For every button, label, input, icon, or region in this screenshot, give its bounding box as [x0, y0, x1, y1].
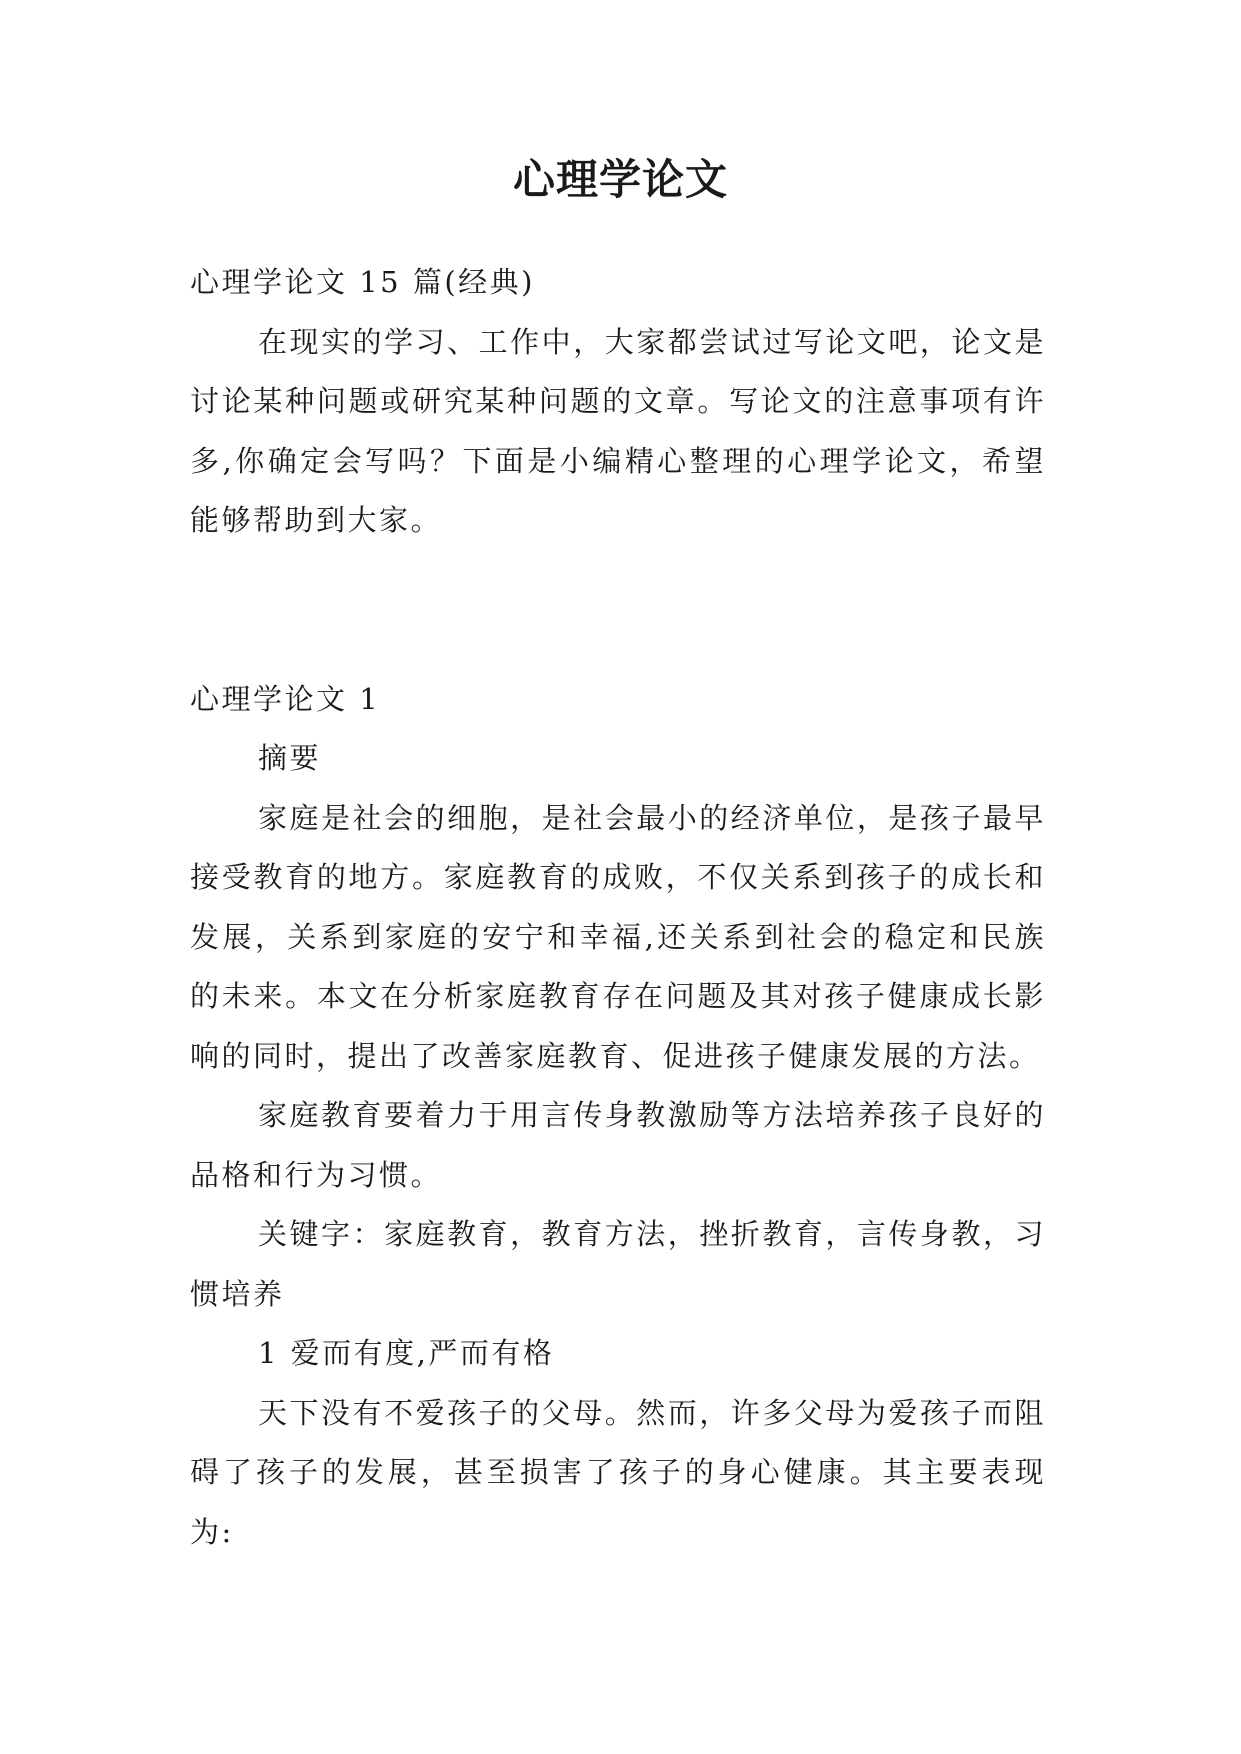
- document-subtitle: 心理学论文 15 篇(经典): [190, 265, 535, 299]
- point-1-paragraph: 天下没有不爱孩子的父母。然而，许多父母为爱孩子而阻碍了孩子的发展，甚至损害了孩子的身心健康。其主要表现为:: [190, 1395, 1046, 1549]
- point-1-heading: 1 爱而有度,严而有格: [258, 1336, 555, 1370]
- abstract-paragraph-2: 家庭教育要着力于用言传身教激励等方法培养孩子良好的品格和行为习惯。: [190, 1098, 1046, 1192]
- intro-paragraph: 在现实的学习、工作中，大家都尝试过写论文吧，论文是讨论某种问题或研究某种问题的文章。写论文的注意事项有许多,你确定会写吗？下面是小编精心整理的心理学论文，希望能够帮助到大家。: [190, 324, 1046, 537]
- document-body: [190, 253, 1046, 1562]
- section-heading: 心理学论文 1: [190, 681, 381, 716]
- section-spacer: [190, 551, 1046, 670]
- keywords-paragraph: 关键字：家庭教育，教育方法，挫折教育，言传身教，习惯培养: [190, 1217, 1046, 1311]
- document-title: 心理学论文: [512, 155, 728, 204]
- abstract-paragraph-1: 家庭是社会的细胞，是社会最小的经济单位，是孩子最早接受教育的地方。家庭教育的成败，不仅关系到孩子的成长和发展，关系到家庭的安宁和幸福,还关系到社会的稳定和民族的未来。本文在分析家庭教育存在问题及其对孩子健康成长影响的同时，提出了改善家庭教育、促进孩子健康发展的方法。: [190, 800, 1046, 1073]
- abstract-heading: 摘要: [258, 741, 322, 775]
